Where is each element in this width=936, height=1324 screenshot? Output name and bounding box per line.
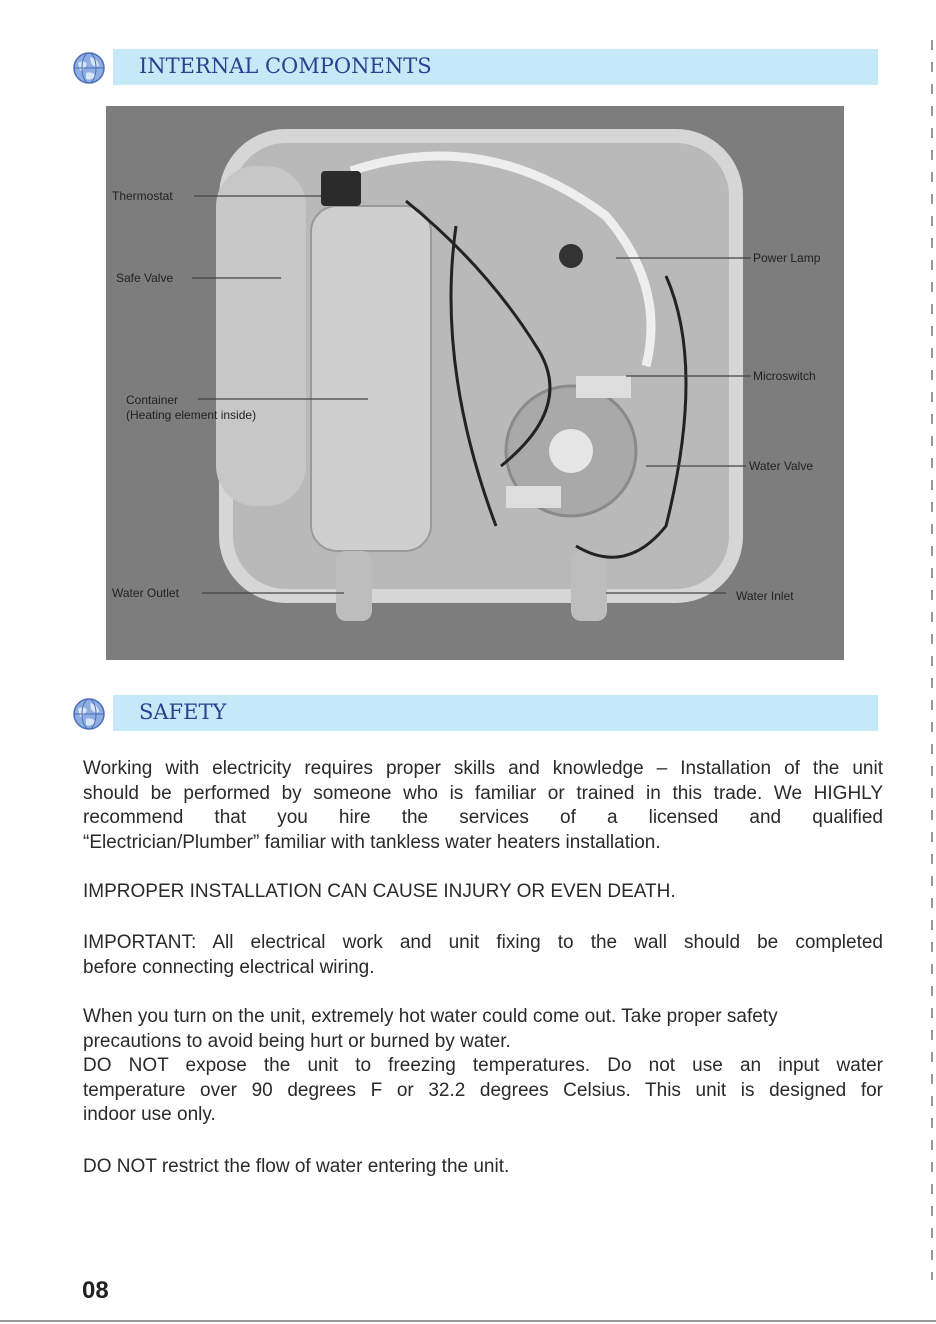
text-line: before connecting electrical wiring. bbox=[83, 956, 375, 978]
label-water-valve: Water Valve bbox=[749, 459, 814, 473]
text-line: “Electrician/Plumber” familiar with tankless water heaters installation. bbox=[83, 831, 661, 853]
header-bar bbox=[113, 695, 878, 731]
label-power-lamp: Power Lamp bbox=[753, 251, 821, 265]
text-line: precautions to avoid being hurt or burned by water. bbox=[83, 1030, 511, 1052]
label-water-inlet: Water Inlet bbox=[736, 589, 794, 603]
text-line: DO NOT restrict the flow of water entering the unit. bbox=[83, 1156, 510, 1177]
text-line: IMPORTANT: All electrical work and unit fixing to the wall should be completed bbox=[83, 932, 883, 953]
safety-warning bbox=[83, 880, 883, 905]
header-bar bbox=[113, 49, 878, 85]
section-title: SAFETY bbox=[139, 700, 227, 724]
text-line: DO NOT expose the unit to freezing temperatures. Do not use an input water bbox=[83, 1055, 883, 1076]
label-container-sub: (Heating element inside) bbox=[126, 408, 257, 422]
text-line: should be performed by someone who is familiar or trained in this trade. We HIGHLY bbox=[83, 782, 883, 804]
safety-paragraph-hot-water bbox=[83, 1005, 883, 1128]
globe-icon bbox=[72, 51, 106, 85]
page-number: 08 bbox=[82, 1277, 109, 1304]
label-water-outlet: Water Outlet bbox=[112, 586, 179, 600]
page-edge-divider bbox=[931, 40, 933, 1280]
section-title: INTERNAL COMPONENTS bbox=[139, 54, 432, 78]
section-header-safety bbox=[72, 695, 878, 731]
section-header-internal-components bbox=[72, 49, 878, 85]
internal-components-photo bbox=[106, 106, 844, 660]
globe-icon bbox=[72, 697, 106, 731]
text-line: IMPROPER INSTALLATION CAN CAUSE INJURY OR EVEN DEATH. bbox=[83, 881, 676, 902]
safety-paragraph-important bbox=[83, 931, 883, 980]
label-container: Container bbox=[126, 393, 179, 407]
label-microswitch: Microswitch bbox=[753, 369, 816, 383]
safety-paragraph-flow bbox=[83, 1155, 883, 1180]
safety-paragraph-1 bbox=[83, 757, 883, 855]
text-line: indoor use only. bbox=[83, 1104, 216, 1125]
label-safe-valve: Safe Valve bbox=[116, 271, 174, 285]
text-line: recommend that you hire the services of a licensed and qualified bbox=[83, 807, 883, 828]
text-line: When you turn on the unit, extremely hot water could come out. Take proper safety bbox=[83, 1006, 778, 1027]
text-line: Working with electricity requires proper skills and knowledge – Installation of the unit bbox=[83, 758, 883, 779]
label-thermostat: Thermostat bbox=[112, 189, 173, 203]
bottom-rule bbox=[0, 1320, 936, 1322]
text-line: temperature over 90 degrees F or 32.2 degrees Celsius. This unit is designed for bbox=[83, 1079, 883, 1101]
